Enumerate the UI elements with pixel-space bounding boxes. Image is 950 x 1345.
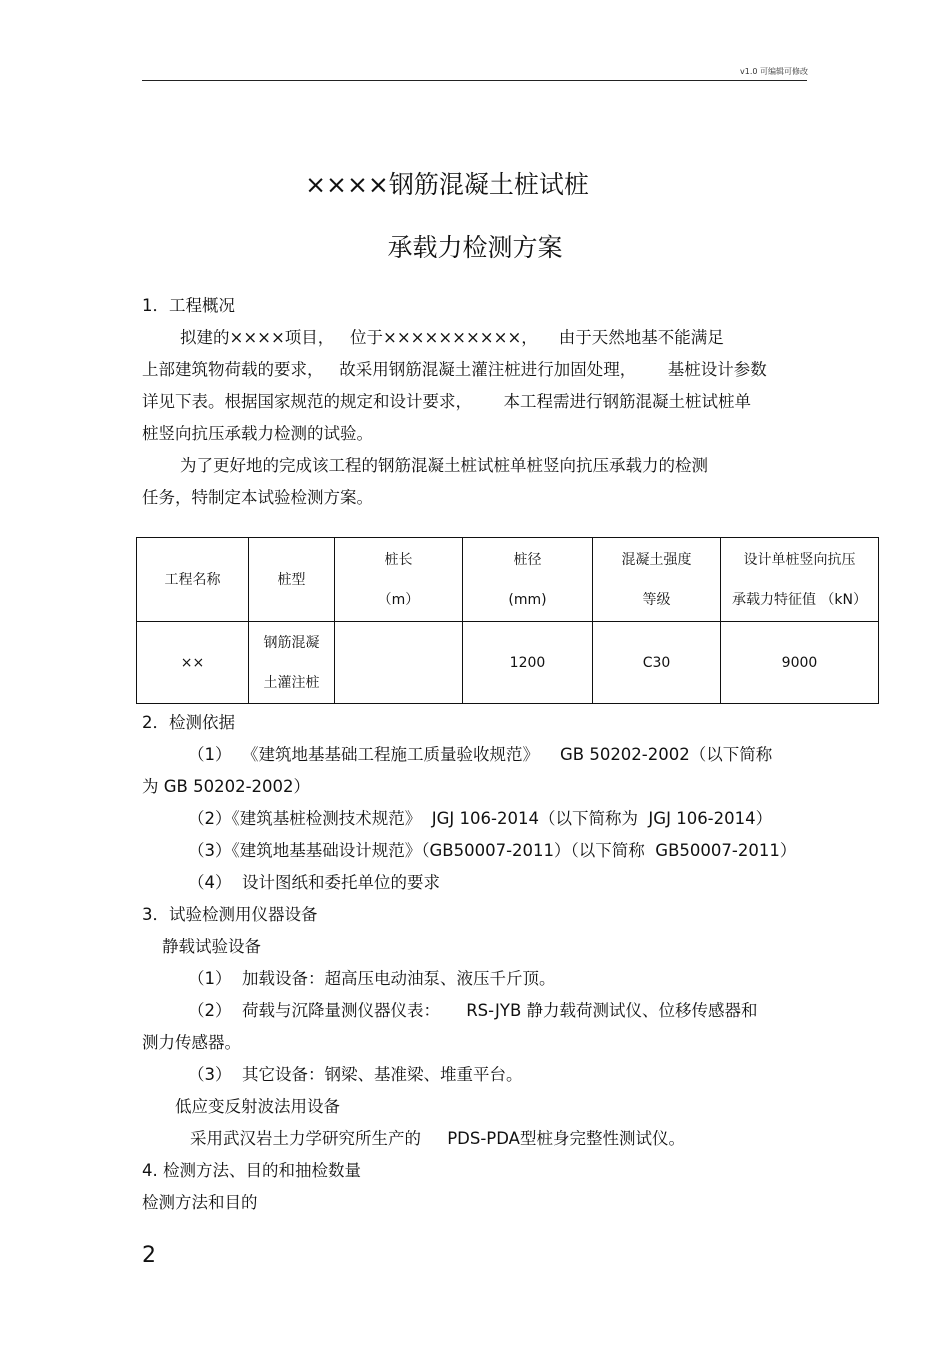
section4-subheading: 检测方法和目的 bbox=[142, 1193, 258, 1212]
section1-p1-line1: 拟建的××××项目， 位于××××××××××， 由于天然地基不能满足 bbox=[180, 328, 724, 347]
table-cell: 9000 bbox=[721, 622, 879, 704]
table-header-cell: 混凝土强度 等级 bbox=[593, 538, 721, 622]
table-header-cell: 桩径 (mm) bbox=[463, 538, 593, 622]
section2-heading: 2．检测依据 bbox=[142, 713, 235, 732]
section3-heading: 3．试验检测用仪器设备 bbox=[142, 905, 318, 924]
section1-p1-line4: 桩竖向抗压承载力检测的试验。 bbox=[142, 424, 373, 443]
section1-p2-line2: 任务，特制定本试验检测方案。 bbox=[142, 488, 373, 507]
section1-heading: 1．工程概况 bbox=[142, 296, 235, 315]
table-row bbox=[137, 622, 879, 704]
header-rule bbox=[142, 80, 807, 81]
pile-parameter-table bbox=[136, 537, 879, 704]
section1-p2-line1: 为了更好地的完成该工程的钢筋混凝土桩试桩单桩竖向抗压承载力的检测 bbox=[180, 456, 708, 475]
table-cell: C30 bbox=[593, 622, 721, 704]
table-cell: ×× bbox=[137, 622, 249, 704]
table-cell: 钢筋混凝 土灌注桩 bbox=[249, 622, 335, 704]
table-cell bbox=[335, 622, 463, 704]
section1-p1-line3: 详见下表。根据国家规范的规定和设计要求， 本工程需进行钢筋混凝土桩试桩单 bbox=[142, 392, 751, 411]
section2-item-1: （1） 《建筑地基基础工程施工质量验收规范》 GB 50202-2002（以下简称 bbox=[188, 745, 773, 764]
section1-p1-line2: 上部建筑物荷载的要求， 故采用钢筋混凝土灌注桩进行加固处理， 基桩设计参数 bbox=[142, 360, 767, 379]
section2-item-3: （3）《建筑地基基础设计规范》（GB50007-2011）（以下简称 GB50007-2011） bbox=[188, 841, 797, 860]
table-header-cell: 设计单桩竖向抗压 承载力特征值 （kN） bbox=[721, 538, 879, 622]
table-header-cell: 桩长 （m） bbox=[335, 538, 463, 622]
section3-item-2-cont: 测力传感器。 bbox=[142, 1033, 241, 1052]
table-header-row bbox=[137, 538, 879, 622]
section3-item-3: （3） 其它设备：钢梁、基准梁、堆重平台。 bbox=[188, 1065, 523, 1084]
table-header-cell: 桩型 bbox=[249, 538, 335, 622]
section2-item-1-cont: 为 GB 50202-2002） bbox=[142, 777, 311, 796]
document-title-line1: ××××钢筋混凝土桩试桩 bbox=[305, 170, 589, 199]
section2-item-2: （2）《建筑基桩检测技术规范》 JGJ 106-2014（以下简称为 JGJ 106-2014） bbox=[188, 809, 773, 828]
section4-heading: 4. 检测方法、目的和抽检数量 bbox=[142, 1161, 361, 1180]
page-number: 2 bbox=[142, 1243, 156, 1268]
table-header-cell: 工程名称 bbox=[137, 538, 249, 622]
section3-subheading-low-strain: 低应变反射波法用设备 bbox=[175, 1097, 340, 1116]
section3-low-strain-text: 采用武汉岩土力学研究所生产的 PDS-PDA型桩身完整性测试仪。 bbox=[190, 1129, 685, 1148]
table-cell: 1200 bbox=[463, 622, 593, 704]
section2-item-4: （4） 设计图纸和委托单位的要求 bbox=[188, 873, 440, 892]
section3-subheading-static-load: 静载试验设备 bbox=[162, 937, 261, 956]
section3-item-1: （1） 加载设备：超高压电动油泵、液压千斤顶。 bbox=[188, 969, 556, 988]
section3-item-2: （2） 荷载与沉降量测仪器仪表： RS-JYB 静力载荷测试仪、位移传感器和 bbox=[188, 1001, 758, 1020]
document-title-line2: 承载力检测方案 bbox=[387, 233, 563, 262]
header-note: v1.0 可编辑可修改 bbox=[740, 67, 808, 76]
